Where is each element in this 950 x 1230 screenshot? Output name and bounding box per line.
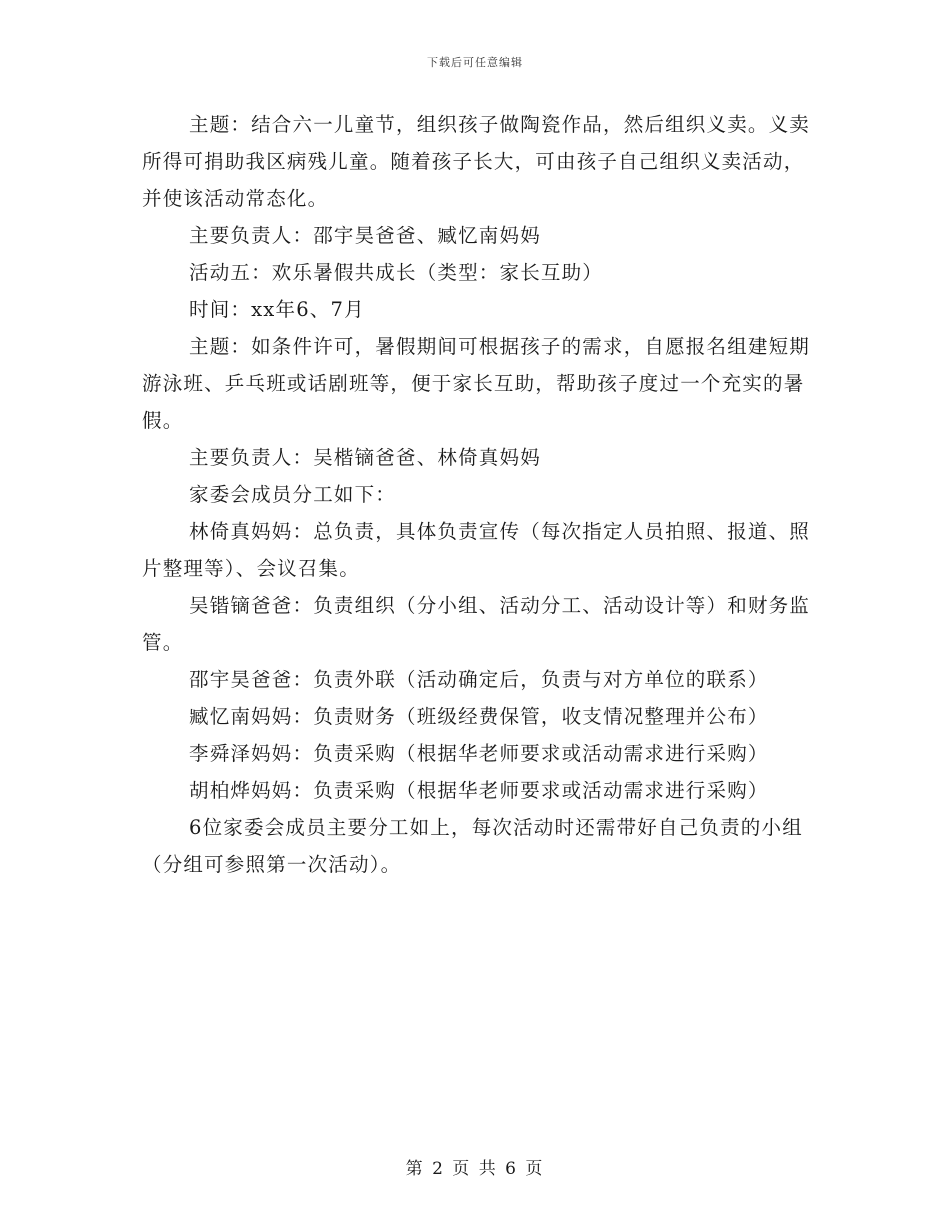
paragraph-leaders-activity-five: 主要负责人：吴楷镝爸爸、林倚真妈妈 (189, 446, 541, 469)
document-body (142, 106, 814, 883)
paragraph-leaders-activity-four: 主要负责人：邵宇昊爸爸、臧忆南妈妈 (189, 224, 541, 247)
paragraph-activity-five-time: 时间：xx年6、7月 (189, 298, 365, 321)
paragraph-role-hu: 胡柏烨妈妈：负责采购（根据华老师要求或活动需求进行采购） (189, 779, 769, 802)
paragraph-role-zang: 臧忆南妈妈：负责财务（班级经费保管，收支情况整理并公布） (189, 705, 769, 728)
paragraph-role-wu: 吴锴镝爸爸：负责组织（分小组、活动分工、活动设计等）和财务监管。 (142, 594, 811, 654)
paragraph-role-li: 李舜泽妈妈：负责采购（根据华老师要求或活动需求进行采购） (189, 742, 769, 765)
header-note: 下载后可任意编辑 (427, 56, 523, 69)
paragraph-theme-charity-sale: 主题：结合六一儿童节，组织孩子做陶瓷作品，然后组织义卖。义卖所得可捐助我区病残儿童。随着孩子长大，可由孩子自己组织义卖活动，并使该活动常态化。 (142, 113, 811, 210)
paragraph-activity-five-title: 活动五：欢乐暑假共成长（类型：家长互助） (189, 261, 604, 284)
paragraph-committee-intro: 家委会成员分工如下： (189, 483, 397, 506)
paragraph-theme-summer: 主题：如条件许可，暑假期间可根据孩子的需求，自愿报名组建短期游泳班、乒乓班或话剧班等，便于家长互助，帮助孩子度过一个充实的暑假。 (142, 335, 811, 432)
paragraph-role-shao: 邵宇昊爸爸：负责外联（活动确定后，负责与对方单位的联系） (189, 668, 769, 691)
paragraph-role-lin: 林倚真妈妈：总负责，具体负责宣传（每次指定人员拍照、报道、照片整理等）、会议召集。 (142, 520, 811, 580)
page-number: 第 2 页 共 6 页 (405, 1159, 545, 1179)
paragraph-summary: 6位家委会成员主要分工如上，每次活动时还需带好自己负责的小组（分组可参照第一次活动）。 (142, 816, 803, 876)
